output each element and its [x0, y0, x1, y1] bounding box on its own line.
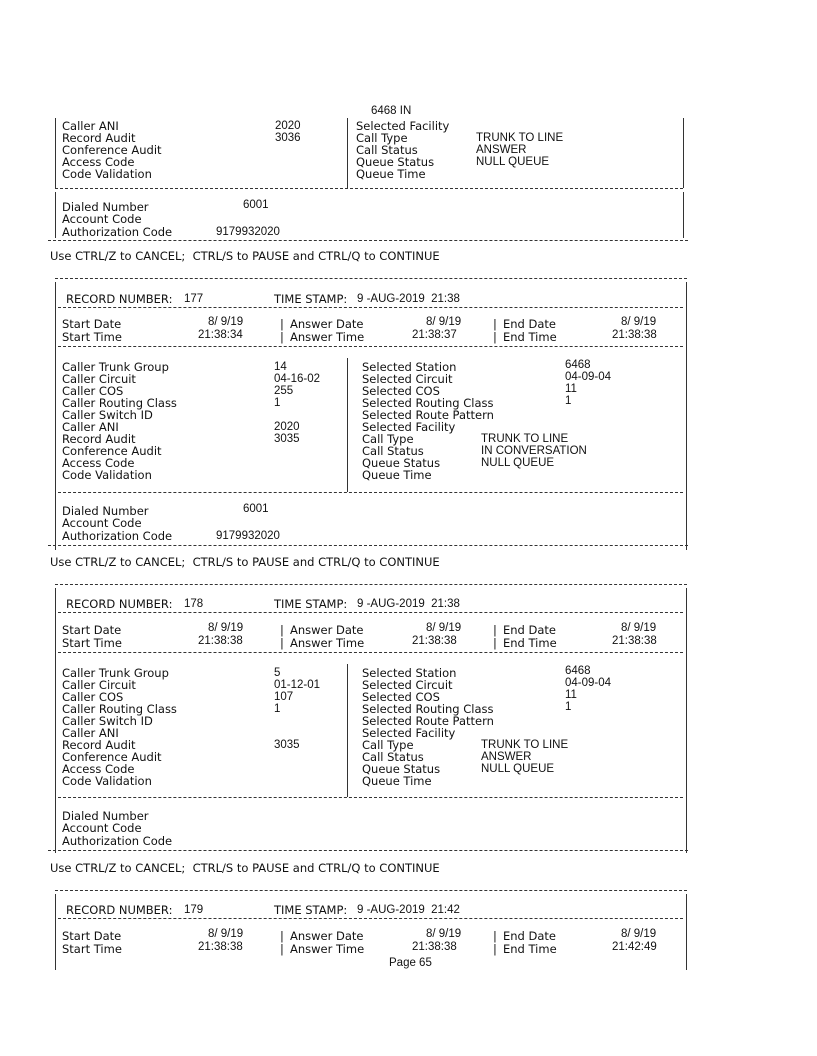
- field-value: 5: [274, 667, 281, 679]
- right-border: [683, 192, 684, 238]
- field-value: 1: [565, 395, 572, 407]
- left-border: [55, 282, 56, 550]
- field-value: 6001: [243, 503, 269, 515]
- field-label: Start Time: [62, 330, 122, 344]
- field-value: 6001: [243, 199, 269, 211]
- field-value: 01-12-01: [274, 679, 321, 691]
- field-label: Answer Date: [290, 929, 364, 943]
- dashed-separator: [55, 584, 687, 585]
- dashed-separator: [48, 545, 688, 546]
- end-time: 21:42:49: [612, 941, 657, 953]
- field-label: Access Code: [62, 456, 135, 470]
- end-date: 8/ 9/19: [621, 622, 657, 634]
- field-label: Start Date: [62, 623, 122, 637]
- field-label: Caller Routing Class: [62, 396, 177, 410]
- record-number-label: RECORD NUMBER:: [66, 292, 173, 306]
- field-value: 2020: [274, 421, 300, 433]
- field-value: 04-09-04: [565, 371, 612, 383]
- field-label: Record Audit: [62, 131, 136, 145]
- answer-time: 21:38:38: [412, 941, 457, 953]
- end-date: 8/ 9/19: [621, 316, 657, 328]
- field-label: Start Date: [62, 929, 122, 943]
- field-label: Selected Route Pattern: [362, 408, 494, 422]
- end-date: 8/ 9/19: [621, 928, 657, 940]
- field-label: Call Status: [362, 444, 424, 458]
- field-label: End Time: [503, 330, 557, 344]
- field-label: Answer Time: [290, 942, 365, 956]
- time-stamp: 9 -AUG-2019 21:38: [357, 293, 460, 305]
- field-label: Dialed Number: [62, 809, 149, 823]
- right-border: [686, 282, 687, 550]
- field-value: NULL QUEUE: [481, 763, 555, 775]
- field-value: ANSWER: [476, 144, 527, 156]
- field-label: Account Code: [62, 821, 142, 835]
- time-stamp: 9 -AUG-2019 21:38: [357, 598, 460, 610]
- divider: |: [493, 623, 497, 637]
- field-label: Queue Status: [362, 762, 441, 776]
- field-value: TRUNK TO LINE: [481, 739, 569, 751]
- field-value: 3035: [274, 739, 300, 751]
- field-value: 11: [565, 689, 577, 701]
- field-value: 6468: [565, 665, 591, 677]
- field-label: Caller Switch ID: [62, 714, 153, 728]
- field-label: Conference Audit: [62, 143, 162, 157]
- selected-station-value: 6468 IN: [371, 105, 412, 117]
- field-label: Caller Circuit: [62, 678, 136, 692]
- field-label: Caller Switch ID: [62, 408, 153, 422]
- field-value: 255: [274, 385, 294, 397]
- field-label: Selected Facility: [356, 119, 450, 133]
- field-label: Code Validation: [62, 774, 152, 788]
- divider: |: [493, 317, 497, 331]
- left-border: [55, 588, 56, 853]
- time-stamp-label: TIME STAMP:: [274, 903, 348, 917]
- field-label: Account Code: [62, 516, 142, 530]
- answer-date: 8/ 9/19: [426, 928, 462, 940]
- right-border: [686, 588, 687, 853]
- field-label: Conference Audit: [62, 750, 162, 764]
- divider: |: [493, 636, 497, 650]
- left-border: [55, 192, 56, 238]
- dashed-separator: [55, 278, 687, 279]
- field-value: 6468: [565, 359, 591, 371]
- field-label: Call Status: [362, 750, 424, 764]
- field-label: Access Code: [62, 155, 135, 169]
- field-label: Selected Circuit: [362, 372, 453, 386]
- field-label: Queue Status: [362, 456, 441, 470]
- dashed-separator: [55, 188, 683, 189]
- divider: |: [280, 317, 284, 331]
- field-label: Authorization Code: [62, 225, 173, 239]
- field-label: Caller COS: [62, 384, 124, 398]
- field-label: Access Code: [62, 762, 135, 776]
- field-label: Caller ANI: [62, 726, 119, 740]
- dashed-separator: [58, 797, 683, 798]
- column-divider: [347, 118, 348, 188]
- field-label: Account Code: [62, 212, 142, 226]
- field-label: Answer Date: [290, 317, 364, 331]
- answer-date: 8/ 9/19: [426, 316, 462, 328]
- field-value: NULL QUEUE: [476, 156, 550, 168]
- field-value: 14: [274, 361, 287, 373]
- field-label: Code Validation: [62, 468, 152, 482]
- dashed-separator: [58, 307, 683, 308]
- continue-prompt: Use CTRL/Z to CANCEL; CTRL/S to PAUSE and CTRL/Q to CONTINUE: [50, 861, 440, 875]
- divider: |: [280, 929, 284, 943]
- field-value: 9179932020: [216, 226, 280, 238]
- field-label: Caller COS: [62, 690, 124, 704]
- field-label: End Date: [503, 623, 556, 637]
- field-value: 107: [274, 691, 294, 703]
- field-value: 11: [565, 383, 577, 395]
- field-label: Dialed Number: [62, 200, 149, 214]
- field-value: ANSWER: [481, 751, 532, 763]
- time-stamp-label: TIME STAMP:: [274, 292, 348, 306]
- start-date: 8/ 9/19: [208, 928, 244, 940]
- field-label: End Date: [503, 317, 556, 331]
- record-number-label: RECORD NUMBER:: [66, 597, 173, 611]
- start-date: 8/ 9/19: [208, 316, 244, 328]
- field-value: 9179932020: [216, 530, 280, 542]
- field-label: Caller Trunk Group: [62, 666, 169, 680]
- field-label: End Date: [503, 929, 556, 943]
- column-divider: [347, 664, 348, 797]
- field-value: 2020: [275, 120, 301, 132]
- field-value: 04-09-04: [565, 677, 612, 689]
- field-value: TRUNK TO LINE: [481, 433, 569, 445]
- field-label: End Time: [503, 636, 557, 650]
- field-value: TRUNK TO LINE: [476, 132, 564, 144]
- field-label: Call Status: [356, 143, 418, 157]
- field-label: Start Time: [62, 942, 122, 956]
- continue-prompt: Use CTRL/Z to CANCEL; CTRL/S to PAUSE and CTRL/Q to CONTINUE: [50, 555, 440, 569]
- column-divider: [347, 358, 348, 492]
- divider: |: [493, 330, 497, 344]
- start-time: 21:38:34: [198, 329, 243, 341]
- field-value: NULL QUEUE: [481, 457, 555, 469]
- time-stamp-label: TIME STAMP:: [274, 597, 348, 611]
- field-label: Caller Routing Class: [62, 702, 177, 716]
- field-label: Selected Station: [362, 666, 457, 680]
- right-border: [686, 894, 687, 970]
- field-label: Caller ANI: [62, 119, 119, 133]
- field-value: IN CONVERSATION: [481, 445, 587, 457]
- dashed-separator: [58, 612, 683, 613]
- dashed-separator: [55, 890, 687, 891]
- divider: |: [280, 330, 284, 344]
- time-stamp: 9 -AUG-2019 21:42: [357, 904, 460, 916]
- divider: |: [493, 942, 497, 956]
- answer-date: 8/ 9/19: [426, 622, 462, 634]
- dashed-separator: [58, 918, 683, 919]
- field-label: Caller ANI: [62, 420, 119, 434]
- field-label: Selected Route Pattern: [362, 714, 494, 728]
- record-number: 178: [184, 598, 204, 610]
- field-label: Selected COS: [362, 384, 440, 398]
- field-label: Selected Facility: [362, 726, 456, 740]
- dashed-separator: [58, 652, 683, 653]
- field-label: Conference Audit: [62, 444, 162, 458]
- field-label: Answer Time: [290, 636, 365, 650]
- dashed-separator: [58, 346, 683, 347]
- field-label: Queue Status: [356, 155, 435, 169]
- field-label: Queue Time: [362, 774, 432, 788]
- answer-time: 21:38:37: [412, 329, 457, 341]
- divider: |: [280, 623, 284, 637]
- field-label: Record Audit: [62, 738, 136, 752]
- field-label: Selected Station: [362, 360, 457, 374]
- continue-prompt: Use CTRL/Z to CANCEL; CTRL/S to PAUSE and CTRL/Q to CONTINUE: [50, 249, 440, 263]
- end-time: 21:38:38: [612, 635, 657, 647]
- field-label: Code Validation: [62, 167, 152, 181]
- field-label: Selected Routing Class: [362, 702, 494, 716]
- dashed-separator: [48, 240, 688, 241]
- field-label: Answer Date: [290, 623, 364, 637]
- dashed-separator: [48, 850, 688, 851]
- divider: |: [280, 636, 284, 650]
- field-value: 1: [565, 701, 572, 713]
- start-time: 21:38:38: [198, 635, 243, 647]
- divider: |: [493, 929, 497, 943]
- field-label: Queue Time: [362, 468, 432, 482]
- record-number-label: RECORD NUMBER:: [66, 903, 173, 917]
- field-label: Record Audit: [62, 432, 136, 446]
- record-number: 179: [184, 904, 204, 916]
- field-label: Authorization Code: [62, 529, 173, 543]
- field-label: Start Time: [62, 636, 122, 650]
- field-label: Selected Facility: [362, 420, 456, 434]
- field-label: End Time: [503, 942, 557, 956]
- field-value: 1: [274, 397, 281, 409]
- field-label: Selected Circuit: [362, 678, 453, 692]
- field-label: Queue Time: [356, 167, 426, 181]
- left-border: [55, 118, 56, 188]
- start-date: 8/ 9/19: [208, 622, 244, 634]
- start-time: 21:38:38: [198, 941, 243, 953]
- end-time: 21:38:38: [612, 329, 657, 341]
- divider: |: [280, 942, 284, 956]
- right-border: [683, 118, 684, 188]
- field-label: Selected COS: [362, 690, 440, 704]
- record-number: 177: [184, 293, 204, 305]
- field-label: Call Type: [362, 432, 414, 446]
- field-value: 3035: [274, 433, 300, 445]
- field-label: Authorization Code: [62, 834, 173, 848]
- field-value: 3036: [275, 132, 301, 144]
- field-value: 04-16-02: [274, 373, 321, 385]
- answer-time: 21:38:38: [412, 635, 457, 647]
- field-label: Caller Trunk Group: [62, 360, 169, 374]
- field-label: Start Date: [62, 317, 122, 331]
- left-border: [55, 894, 56, 970]
- field-value: 1: [274, 703, 281, 715]
- field-label: Dialed Number: [62, 504, 149, 518]
- field-label: Selected Routing Class: [362, 396, 494, 410]
- dashed-separator: [58, 492, 683, 493]
- field-label: Call Type: [356, 131, 408, 145]
- field-label: Caller Circuit: [62, 372, 136, 386]
- field-label: Answer Time: [290, 330, 365, 344]
- page-number: Page 65: [389, 957, 432, 969]
- field-label: Call Type: [362, 738, 414, 752]
